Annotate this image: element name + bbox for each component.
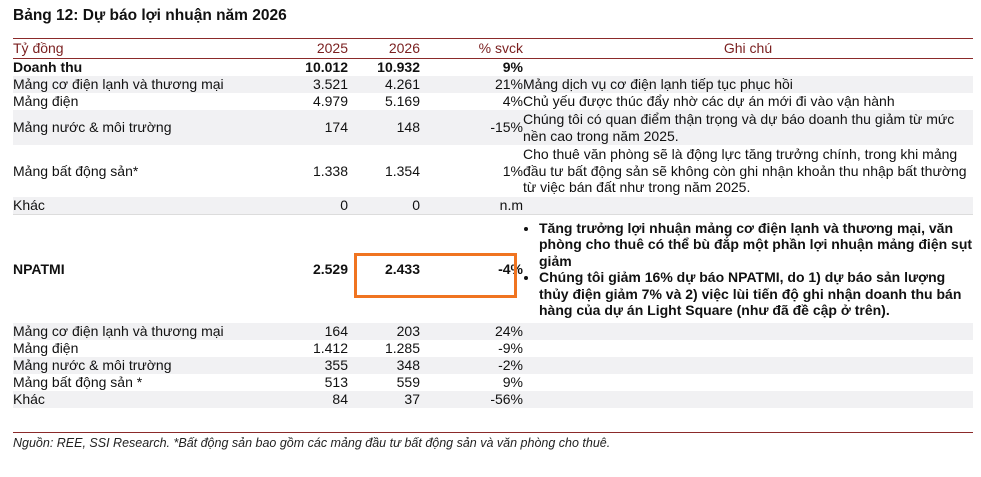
value-2025: 1.338: [312, 162, 348, 179]
value-2026: 203: [348, 323, 420, 340]
table-row: [13, 357, 973, 374]
value-yoy: n.m: [420, 197, 523, 215]
row-label: Khác: [13, 391, 277, 408]
value-yoy: -15%: [420, 110, 523, 145]
row-label: Mảng nước & môi trường: [13, 110, 277, 145]
table-row: [13, 145, 973, 197]
table-row: [13, 93, 973, 110]
row-label: Khác: [13, 197, 277, 215]
value-2025: 4.979: [312, 93, 348, 110]
header-2025: 2025: [277, 39, 348, 59]
row-note: Cho thuê văn phòng sẽ là động lực tăng trưởng chính, trong khi mảng đầu tư bất động sản sẽ không còn ghi nhận khoản thu nhập bất thường từ việc bán đất như trong năm 2025.: [523, 146, 967, 196]
table-row: [13, 59, 973, 77]
value-2025: 513: [324, 374, 348, 391]
value-yoy: -4%: [420, 215, 523, 324]
value-2026: 1.354: [384, 162, 420, 179]
row-label: Mảng điện: [13, 340, 79, 357]
value-2026: 4.261: [348, 76, 420, 93]
value-2026: 348: [348, 357, 420, 374]
npatmi-notes: [523, 215, 973, 324]
value-2026: 5.169: [384, 93, 420, 110]
row-note: Chúng tôi có quan điểm thận trọng và dự báo doanh thu giảm từ mức nền cao trong năm 2025.: [523, 110, 973, 145]
row-note: [523, 197, 973, 215]
table-row: [13, 76, 973, 93]
source-footnote: Nguồn: REE, SSI Research. *Bất động sản bao gồm các mảng đầu tư bất động sản và văn phòng cho thuê.: [13, 432, 973, 450]
table-header-row: [13, 39, 973, 59]
row-label: Mảng bất động sản*: [13, 162, 139, 179]
value-2025: 355: [277, 357, 348, 374]
forecast-table-container: [13, 38, 973, 408]
value-2025: 2.529: [277, 215, 348, 324]
value-2025: 84: [277, 391, 348, 408]
profit-forecast-table: [13, 38, 973, 408]
npatmi-note-item: • Chúng tôi giảm 16% dự báo NPATMI, do 1) dự báo sản lượng thủy điện giảm 7% và 2) việc lùi tiến độ ghi nhận doanh thu bán hàng của dự án Light Square (như đã đề cập ở trên).: [539, 269, 973, 319]
npatmi-note-item: • Tăng trưởng lợi nhuận mảng cơ điện lạnh và thương mại, văn phòng cho thuê có thể bù đắp một phần lợi nhuận mảng điện sụt giảm: [539, 220, 973, 270]
row-note: Chủ yếu được thúc đẩy nhờ các dự án mới đi vào vận hành: [523, 93, 895, 110]
value-2025: 3.521: [277, 76, 348, 93]
value-yoy: 4%: [502, 93, 523, 110]
value-2025: 0: [277, 197, 348, 215]
header-2026: 2026: [348, 39, 420, 59]
value-2026: 148: [348, 110, 420, 145]
value-2026: 0: [348, 197, 420, 215]
value-2025: 174: [277, 110, 348, 145]
value-2026: 1.285: [384, 340, 420, 357]
table-row: [13, 323, 973, 340]
table-row: [13, 340, 973, 357]
table-title: Bảng 12: Dự báo lợi nhuận năm 2026: [13, 7, 287, 24]
header-yoy: % svck: [420, 39, 523, 59]
value-2026: 2.433: [348, 215, 420, 324]
table-row: [13, 391, 973, 408]
value-yoy: 9%: [502, 59, 523, 76]
value-2025: 164: [277, 323, 348, 340]
value-2026: 10.932: [377, 59, 420, 76]
value-yoy: 1%: [502, 162, 523, 179]
value-yoy: 24%: [420, 323, 523, 340]
row-note: [523, 59, 973, 77]
table-row: [13, 197, 973, 215]
table-row: [13, 374, 973, 391]
header-unit: Tỷ đồng: [13, 39, 277, 59]
row-note: Mảng dịch vụ cơ điện lạnh tiếp tục phục hồi: [523, 76, 973, 93]
row-label: Mảng nước & môi trường: [13, 357, 277, 374]
value-2025: 10.012: [305, 59, 348, 76]
table-row: [13, 110, 973, 145]
row-label: Mảng điện: [13, 93, 79, 110]
value-2025: 1.412: [312, 340, 348, 357]
row-label: Mảng cơ điện lạnh và thương mại: [13, 76, 277, 93]
value-yoy: 21%: [420, 76, 523, 93]
value-2026: 559: [396, 374, 420, 391]
row-label: Doanh thu: [13, 59, 83, 76]
value-yoy: -56%: [420, 391, 523, 408]
value-yoy: -9%: [498, 340, 523, 357]
row-label: Mảng bất động sản *: [13, 374, 143, 391]
row-label: NPATMI: [13, 215, 277, 324]
value-yoy: 9%: [502, 374, 523, 391]
value-2026: 37: [348, 391, 420, 408]
npatmi-row: [13, 215, 973, 324]
value-yoy: -2%: [420, 357, 523, 374]
row-label: Mảng cơ điện lạnh và thương mại: [13, 323, 277, 340]
header-note: Ghi chú: [523, 39, 973, 59]
